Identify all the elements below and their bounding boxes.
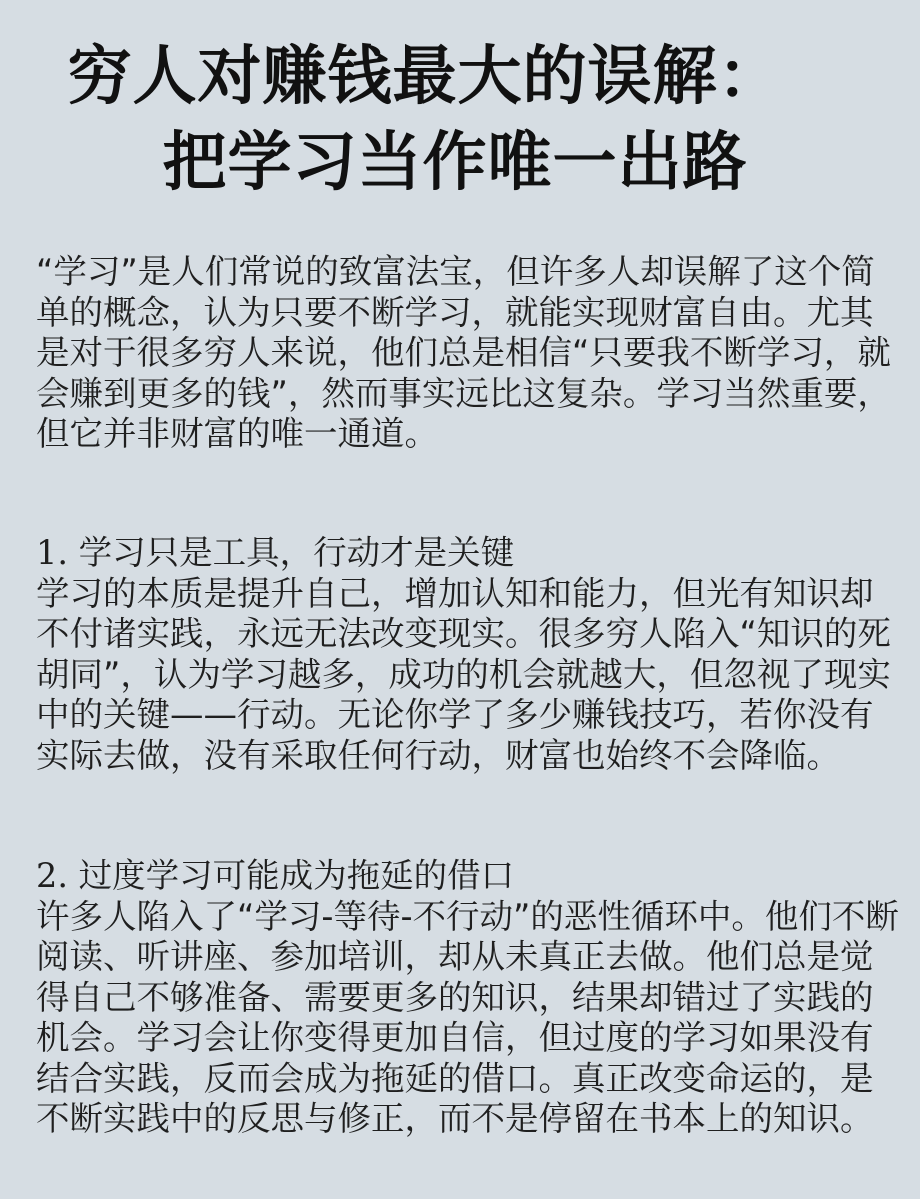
section-1-number: 1. xyxy=(36,533,68,572)
intro-line: 单的概念，认为只要不断学习，就能实现财富自由。尤其 xyxy=(36,292,874,332)
section-2-heading xyxy=(36,856,896,897)
section-1-line: 胡同”，认为学习越多，成功的机会就越大，但忽视了现实 xyxy=(36,654,891,694)
title-line-2: 把学习当作唯一出路 xyxy=(162,125,748,200)
section-2 xyxy=(36,856,899,1140)
section-1-line: 实际去做，没有采取任何行动，财富也始终不会降临。 xyxy=(36,735,840,775)
section-1-heading xyxy=(36,533,896,574)
article-title xyxy=(0,34,920,206)
section-1-line: 中的关键——行动。无论你学了多少赚钱技巧，若你没有 xyxy=(36,695,874,734)
section-2-line: 许多人陷入了“学习-等待-不行动”的恶性循环中。他们不断 xyxy=(36,896,899,936)
intro-line: 是对于很多穷人来说，他们总是相信“只要我不断学习，就 xyxy=(36,333,891,372)
section-1 xyxy=(36,533,896,776)
section-2-number: 2. xyxy=(36,856,68,895)
section-1-heading-text: 学习只是工具，行动才是关键 xyxy=(78,533,515,572)
section-2-line: 结合实践，反而会成为拖延的借口。真正改变命运的，是 xyxy=(36,1058,874,1098)
title-line-1: 穷人对赚钱最大的误解： xyxy=(67,39,783,114)
intro-paragraph xyxy=(36,252,896,455)
intro-line: 但它并非财富的唯一通道。 xyxy=(36,414,438,453)
section-2-line: 不断实践中的反思与修正，而不是停留在书本上的知识。 xyxy=(36,1099,874,1138)
intro-line: “学习”是人们常说的致富法宝，但许多人却误解了这个简 xyxy=(36,252,875,291)
section-2-line: 机会。学习会让你变得更加自信，但过度的学习如果没有 xyxy=(36,1018,874,1057)
section-2-line: 得自己不够准备、需要更多的知识，结果却错过了实践的 xyxy=(36,977,874,1017)
section-1-line: 不付诸实践，永远无法改变现实。很多穷人陷入“知识的死 xyxy=(36,614,891,653)
section-2-line: 阅读、听讲座、参加培训，却从未真正去做。他们总是觉 xyxy=(36,937,874,976)
section-2-heading-text: 过度学习可能成为拖延的借口 xyxy=(78,856,515,895)
intro-line: 会赚到更多的钱”，然而事实远比这复杂。学习当然重要， xyxy=(36,373,891,413)
section-1-line: 学习的本质是提升自己，增加认知和能力，但光有知识却 xyxy=(36,573,874,613)
